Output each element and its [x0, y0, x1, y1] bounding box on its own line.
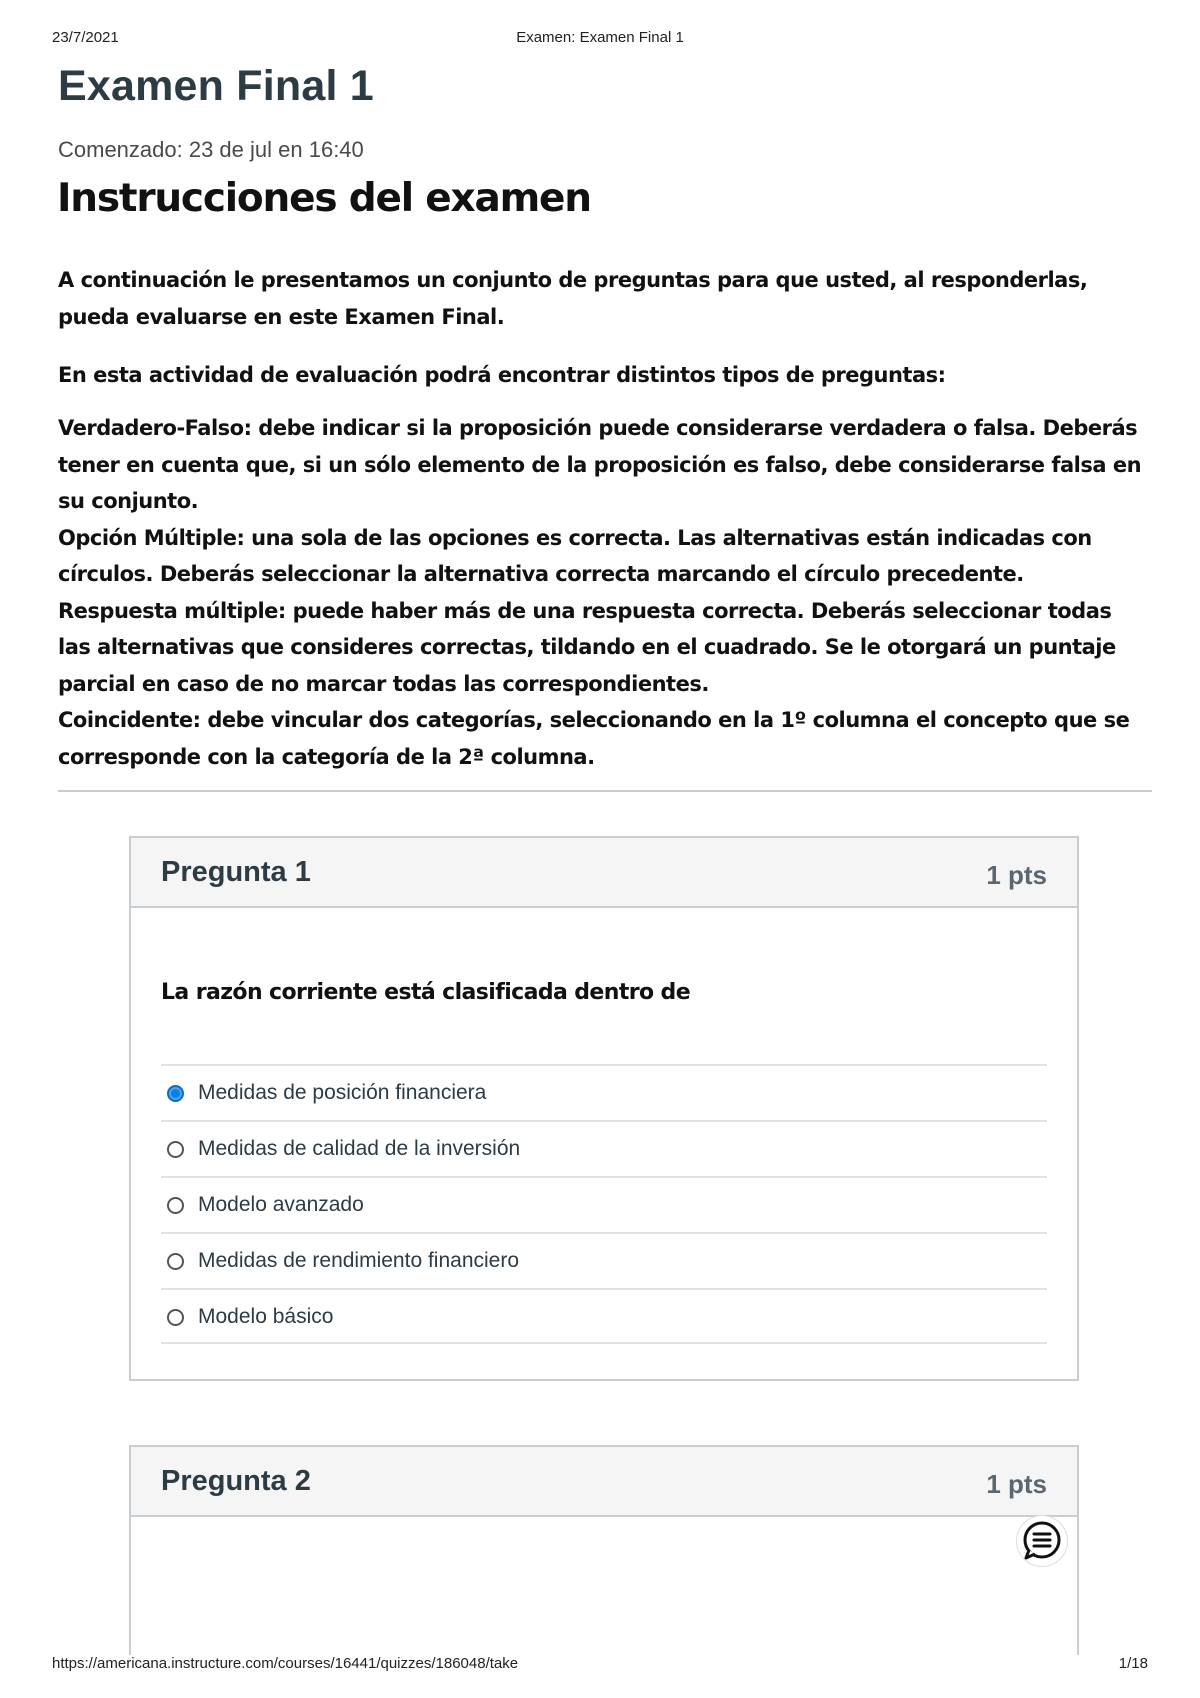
instructions-title: Instrucciones del examen [57, 176, 591, 221]
quiz-title: Examen Final 1 [58, 62, 374, 110]
answer-option[interactable] [161, 1232, 1047, 1288]
answer-label[interactable]: Medidas de calidad de la inversión [198, 1137, 521, 1160]
instructions-intro-text: A continuación le presentamos un conjunto de preguntas para que usted, al responderlas, pueda evaluarse en este [58, 268, 1088, 329]
instructions-intro-bold: Examen Final. [344, 304, 505, 329]
print-footer [52, 1655, 1148, 1675]
answer-label[interactable]: Medidas de rendimiento financiero [198, 1249, 520, 1272]
answer-list [161, 1064, 1047, 1344]
instructions-intro [58, 262, 1148, 335]
answer-option[interactable] [161, 1288, 1047, 1344]
print-url: https://americana.instructure.com/courses/16441/quizzes/186048/take [52, 1655, 519, 1672]
question-2 [129, 1445, 1079, 1655]
print-page-number: 1/18 [1118, 1655, 1148, 1672]
radio-icon[interactable] [167, 1309, 184, 1326]
answer-label[interactable]: Modelo básico [198, 1305, 334, 1328]
print-title: Examen: Examen Final 1 [516, 29, 684, 46]
instr-true-false: Verdadero-Falso: debe indicar si la proposición puede considerarse verdadera o falsa. Deberás tener en cuenta que, si un sólo elemento de la proposición es falso, debe considerarse falsa en su conjunto. [58, 416, 1142, 513]
question-name: Pregunta 2 [161, 1465, 311, 1497]
radio-icon[interactable] [167, 1253, 184, 1270]
instructions-types-intro: En esta actividad de evaluación podrá encontrar distintos tipos de preguntas: [58, 363, 946, 387]
started-time: Comenzado: 23 de jul en 16:40 [58, 137, 364, 162]
radio-selected-icon[interactable] [167, 1085, 184, 1102]
radio-icon[interactable] [167, 1141, 184, 1158]
divider [58, 790, 1152, 792]
chat-icon [1020, 1519, 1064, 1563]
answer-option[interactable] [161, 1120, 1047, 1176]
question-text: La razón corriente está clasificada dentro de [161, 980, 691, 1005]
print-header [52, 29, 1148, 49]
chat-button[interactable] [1017, 1516, 1067, 1566]
question-header [131, 838, 1077, 908]
question-1 [129, 836, 1079, 1381]
answer-option[interactable] [161, 1176, 1047, 1232]
instr-multiple-choice: Opción Múltiple: una sola de las opciones es correcta. Las alternativas están indicadas con círculos. Deberás seleccionar la alternativa correcta marcando el círculo precedente. [58, 525, 1092, 586]
instr-multiple-response: Respuesta múltiple: puede haber más de una respuesta correcta. Deberás seleccionar todas las alternativas que consideres correctas, tildando en el cuadrado. Se le otorgará un puntaje parcial en caso de no marcar todas las correspondientes. [58, 598, 1116, 696]
radio-icon[interactable] [167, 1197, 184, 1214]
instructions-types [58, 410, 1148, 775]
question-header [131, 1447, 1077, 1517]
print-date: 23/7/2021 [52, 29, 119, 46]
question-name: Pregunta 1 [161, 856, 311, 888]
answer-option[interactable] [161, 1064, 1047, 1120]
instr-matching: Coincidente: debe vincular dos categorías, seleccionando en la 1º columna el concepto que se corresponde con la categoría de la 2ª columna. [58, 708, 1130, 769]
question-points: 1 pts [986, 860, 1047, 890]
question-points: 1 pts [986, 1469, 1047, 1499]
answer-label[interactable]: Modelo avanzado [198, 1193, 364, 1216]
answer-label[interactable]: Medidas de posición financiera [198, 1081, 487, 1104]
